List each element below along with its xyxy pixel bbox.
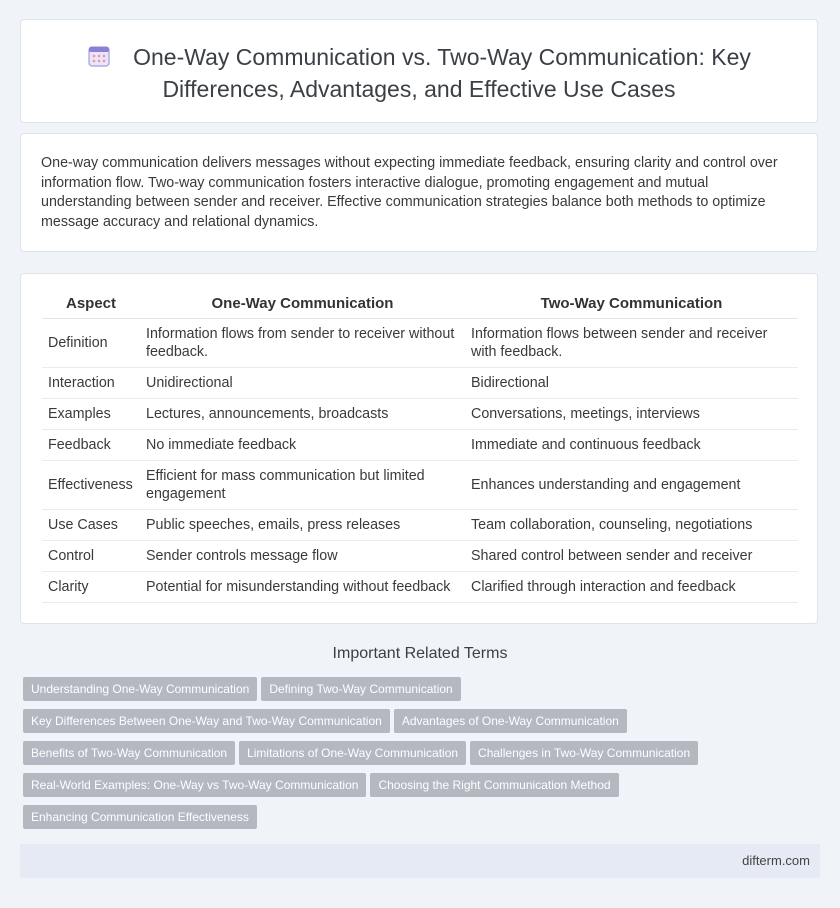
table-row <box>42 368 798 399</box>
row-one-way: Lectures, announcements, broadcasts <box>140 399 465 430</box>
row-aspect: Control <box>42 541 140 572</box>
related-terms-heading: Important Related Terms <box>332 645 508 662</box>
table-row <box>42 541 798 572</box>
row-aspect: Examples <box>42 399 140 430</box>
row-one-way: Information flows from sender to receiver without feedback. <box>140 319 465 368</box>
row-aspect: Definition <box>42 319 140 368</box>
row-aspect: Effectiveness <box>42 461 140 510</box>
related-term-tag[interactable]: Benefits of Two-Way Communication <box>23 741 235 765</box>
related-term-tag[interactable]: Key Differences Between One-Way and Two-Way Communication <box>23 709 390 733</box>
comparison-table <box>42 295 798 603</box>
header-one-way: One-Way Communication <box>140 295 465 319</box>
intro-paragraph: One-way communication delivers messages without expecting immediate feedback, ensuring clarity and control over information flow. Two-way communication fosters interactive dialogue, promoting engagement and mutual understanding between sender and receiver. Effective communication strategies balance both methods to optimize message accuracy and relational dynamics. <box>41 155 778 230</box>
header-two-way: Two-Way Communication <box>465 295 798 319</box>
row-one-way: Unidirectional <box>140 368 465 399</box>
related-term-tag[interactable]: Real-World Examples: One-Way vs Two-Way Communication <box>23 773 366 797</box>
related-term-tag[interactable]: Challenges in Two-Way Communication <box>470 741 698 765</box>
table-row <box>42 510 798 541</box>
header-aspect: Aspect <box>42 295 140 319</box>
table-row <box>42 572 798 603</box>
row-aspect: Interaction <box>42 368 140 399</box>
row-one-way: No immediate feedback <box>140 430 465 461</box>
comparison-card <box>20 273 818 624</box>
table-row <box>42 399 798 430</box>
footer <box>20 844 820 878</box>
row-one-way: Sender controls message flow <box>140 541 465 572</box>
intro-card <box>20 133 818 252</box>
tag-row <box>23 677 813 709</box>
related-term-tag[interactable]: Understanding One-Way Communication <box>23 677 257 701</box>
related-term-tag[interactable]: Choosing the Right Communication Method <box>370 773 618 797</box>
tag-row <box>23 773 813 805</box>
row-aspect: Clarity <box>42 572 140 603</box>
row-two-way: Bidirectional <box>465 368 798 399</box>
table-row <box>42 461 798 510</box>
row-two-way: Enhances understanding and engagement <box>465 461 798 510</box>
title-wrap <box>21 43 817 104</box>
row-two-way: Team collaboration, counseling, negotiations <box>465 510 798 541</box>
tag-row <box>23 741 813 773</box>
row-two-way: Clarified through interaction and feedback <box>465 572 798 603</box>
calendar-icon <box>87 44 111 75</box>
table-row <box>42 319 798 368</box>
tag-row <box>23 709 813 741</box>
footer-site-link[interactable]: difterm.com <box>742 853 810 868</box>
title-card <box>20 19 818 123</box>
tag-row <box>23 805 813 837</box>
related-term-tag[interactable]: Limitations of One-Way Communication <box>239 741 466 765</box>
row-aspect: Feedback <box>42 430 140 461</box>
related-terms-list <box>23 677 813 837</box>
related-term-tag[interactable]: Defining Two-Way Communication <box>261 677 460 701</box>
page-title <box>21 43 817 104</box>
table-row <box>42 430 798 461</box>
row-one-way: Potential for misunderstanding without feedback <box>140 572 465 603</box>
related-term-tag[interactable]: Enhancing Communication Effectiveness <box>23 805 257 829</box>
row-one-way: Efficient for mass communication but limited engagement <box>140 461 465 510</box>
row-two-way: Information flows between sender and receiver with feedback. <box>465 319 798 368</box>
row-one-way: Public speeches, emails, press releases <box>140 510 465 541</box>
row-two-way: Shared control between sender and receiver <box>465 541 798 572</box>
row-aspect: Use Cases <box>42 510 140 541</box>
table-header-row <box>42 295 798 319</box>
page-title-text: One-Way Communication vs. Two-Way Communication: Key Differences, Advantages, and Effective Use Cases <box>133 44 751 102</box>
related-term-tag[interactable]: Advantages of One-Way Communication <box>394 709 627 733</box>
row-two-way: Immediate and continuous feedback <box>465 430 798 461</box>
row-two-way: Conversations, meetings, interviews <box>465 399 798 430</box>
